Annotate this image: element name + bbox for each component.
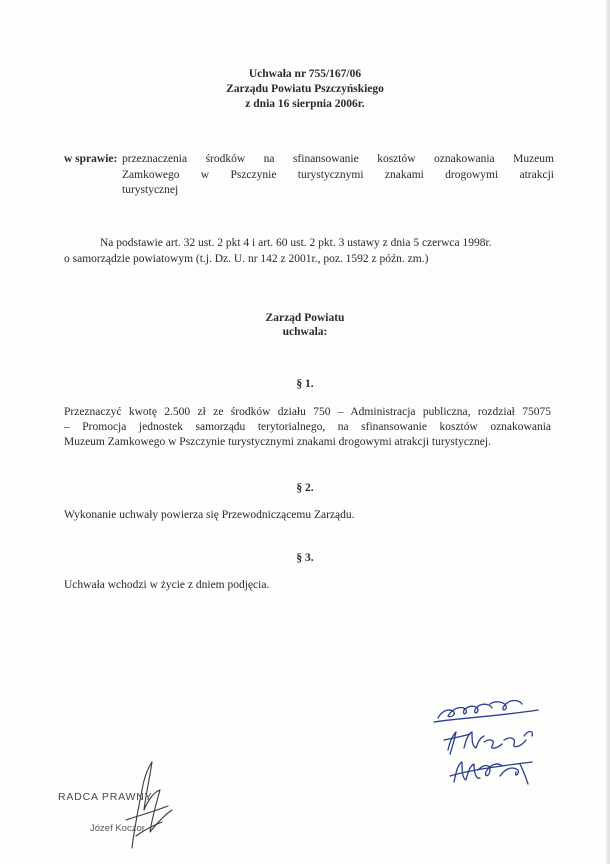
legal-basis-line: Na podstawie art. 32 ust. 2 pkt 4 i art. 60 ust. 2 pkt. 3 ustawy z dnia 5 czerwca 1998r. <box>100 237 492 249</box>
legal-basis-line: o samorządzie powiatowym (t.j. Dz. U. nr 142 z 2001r., poz. 1592 z późn. zm.) <box>64 252 429 265</box>
section-3-text: Uchwała wchodzi w życie z dniem podjęcia. <box>64 579 270 591</box>
resolution-subject <box>64 152 554 199</box>
section-1-line: Przeznaczyć kwotę 2.500 zł ze środków działu 750 – Administracja publiczna, rozdział 75075 <box>64 406 551 418</box>
board-resolves-label: uchwala: <box>282 326 328 338</box>
page-edge-shadow <box>606 0 610 864</box>
stamp-signature-icon <box>88 760 198 855</box>
board-resolves <box>0 311 610 339</box>
legal-counsel-stamp <box>58 760 228 850</box>
section-1-heading: § 1. <box>296 378 314 390</box>
section-3-heading: § 3. <box>296 552 314 564</box>
resolution-number: Uchwała nr 755/167/06 <box>248 68 362 80</box>
section-2-text: Wykonanie uchwały powierza się Przewodniczącemu Zarządu. <box>64 509 355 521</box>
subject-line: przeznaczenia środków na sfinansowanie kosztów oznakowania Muzeum <box>122 153 554 165</box>
resolution-date: z dnia 16 sierpnia 2006r. <box>245 98 365 110</box>
subject-label: w sprawie: <box>64 153 118 165</box>
stamp-name: Józef Koczor <box>90 823 145 834</box>
subject-line: Zamkowego w Pszczynie turystycznymi znakami drogowymi atrakcji <box>122 168 554 181</box>
legal-basis <box>64 236 534 267</box>
subject-line: turystycznej <box>122 184 179 196</box>
stamp-title: RADCA PRAWNY <box>58 791 153 803</box>
resolution-authority: Zarządu Powiatu Pszczyńskiego <box>226 83 384 95</box>
subject-text <box>122 152 554 199</box>
resolution-header <box>0 67 610 112</box>
section-1-line: Muzeum Zamkowego w Pszczynie turystycznymi znakami drogowymi atrakcji turystycznej. <box>64 436 491 448</box>
handwritten-signatures-icon <box>420 690 580 800</box>
section-2-heading: § 2. <box>296 482 314 494</box>
section-1-line: – Promocja jednostek samorządu terytorialnego, na sfinansowanie kosztów oznakowania <box>64 421 551 433</box>
board-name: Zarząd Powiatu <box>265 312 345 324</box>
section-1-text <box>64 405 551 450</box>
